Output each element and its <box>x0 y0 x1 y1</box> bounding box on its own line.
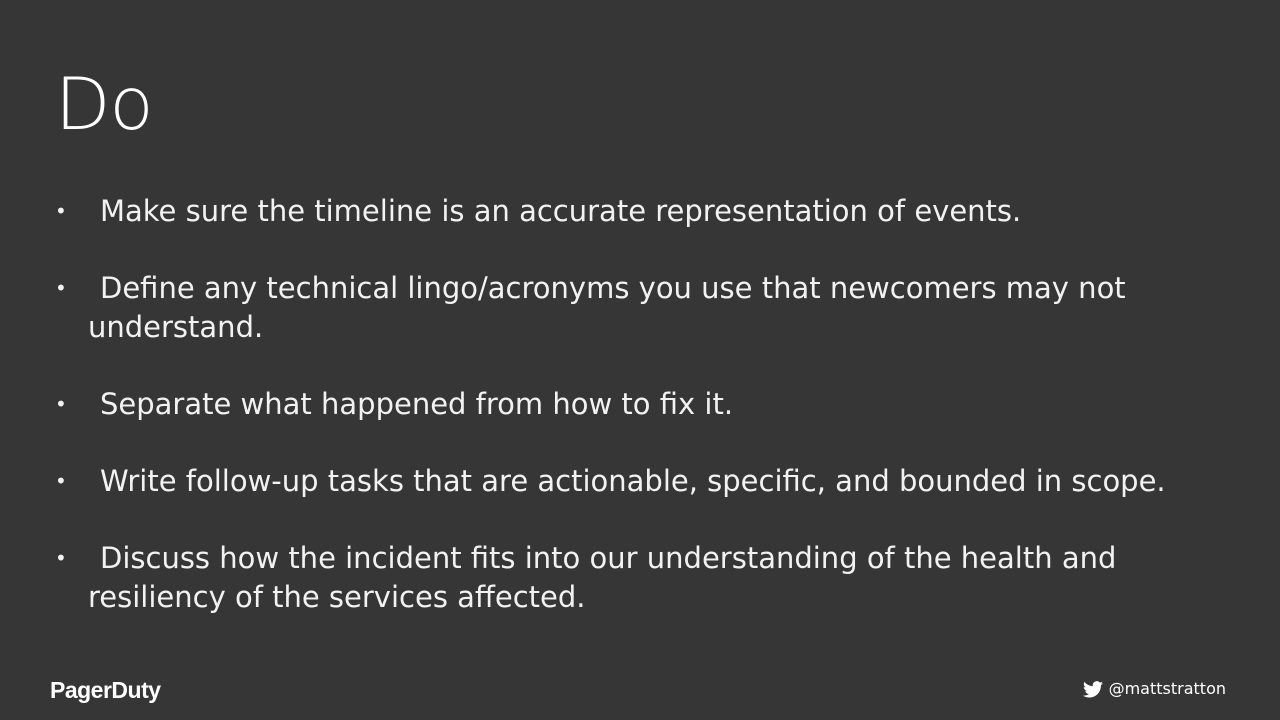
bullet-item <box>55 539 1235 617</box>
bullet-dot-icon: • <box>55 546 67 570</box>
bullet-text: Write follow-up tasks that are actionable, specific, and bounded in scope. <box>100 464 1166 498</box>
slide-title: Do <box>55 62 153 146</box>
bullet-item <box>55 192 1235 231</box>
twitter-handle <box>1083 678 1226 700</box>
bullet-dot-icon: • <box>55 199 67 223</box>
bullet-text: Define any technical lingo/acronyms you use that newcomers may not understand. <box>88 271 1126 344</box>
bullet-dot-icon: • <box>55 276 67 300</box>
bullet-list <box>55 192 1235 655</box>
pagerduty-logo: PagerDuty <box>50 677 161 703</box>
bullet-text: Discuss how the incident fits into our understanding of the health and resiliency of the services affected. <box>88 541 1117 614</box>
bullet-dot-icon: • <box>55 469 67 493</box>
bullet-item <box>55 462 1235 501</box>
bullet-text: Make sure the timeline is an accurate representation of events. <box>100 194 1022 228</box>
bullet-item <box>55 269 1235 347</box>
bullet-dot-icon: • <box>55 392 67 416</box>
bullet-text: Separate what happened from how to fix it. <box>100 387 734 421</box>
bullet-item <box>55 385 1235 424</box>
twitter-bird-icon <box>1083 681 1103 698</box>
twitter-handle-text: @mattstratton <box>1108 679 1226 698</box>
